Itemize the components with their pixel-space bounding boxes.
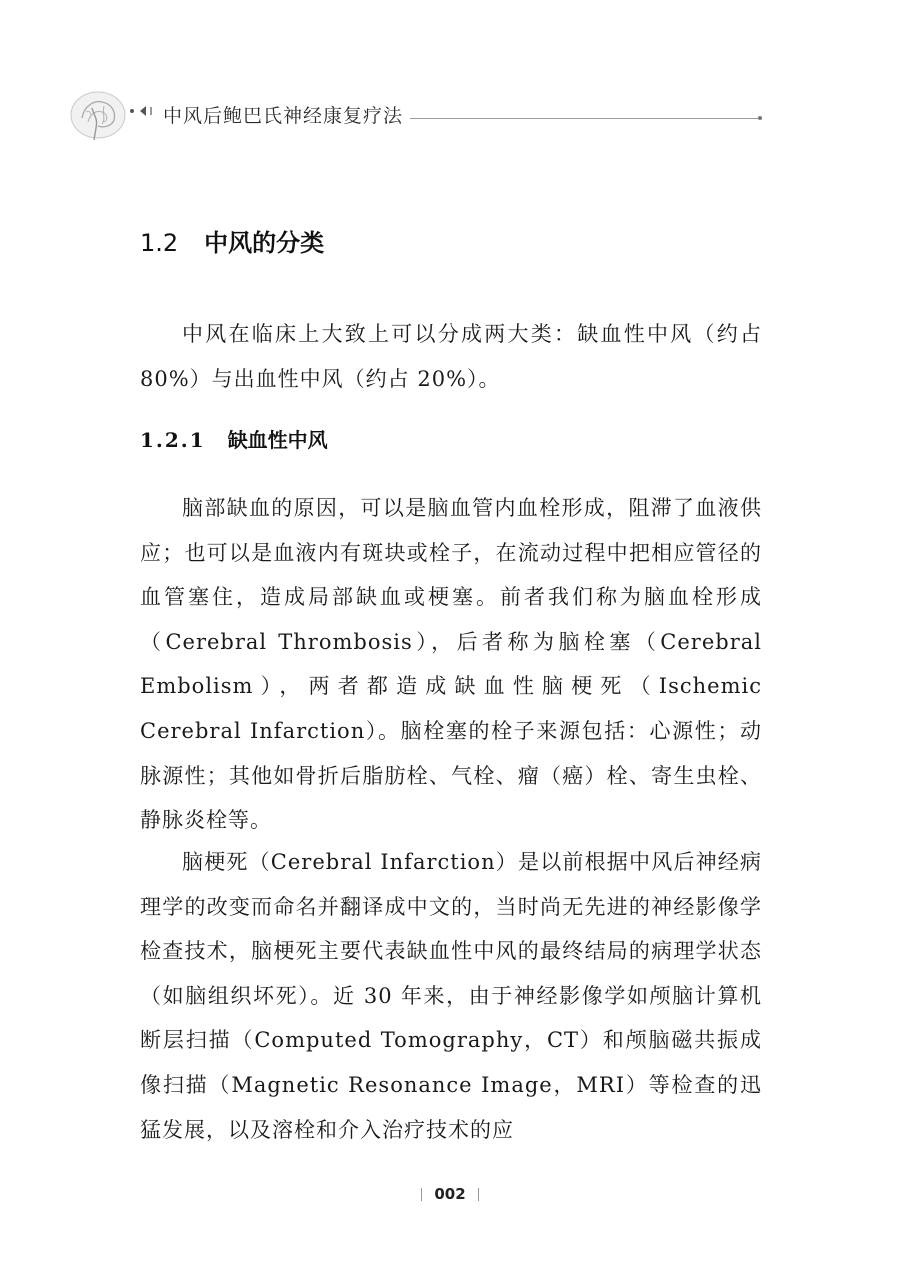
subsection-title: 缺血性中风 [227, 428, 328, 452]
intro-paragraph: 中风在临床上大致上可以分成两大类：缺血性中风（约占 80%）与出血性中风（约占 20%）。 [140, 322, 762, 391]
header-rule [410, 118, 762, 119]
section-number: 1.2 [140, 229, 179, 257]
page-number-left-bar [421, 1188, 422, 1201]
body-paragraph-2: 脑梗死（Cerebral Infarction）是以前根据中风后神经病理学的改变而命名并翻译成中文的，当时尚无先进的神经影像学检查技术，脑梗死主要代表缺血性中风的最终结局的病理学状态（如脑组织坏死）。近 30 年来，由于神经影像学如颅脑计算机断层扫描（Computed Tomography，CT）和颅脑磁共振成像扫描（Magnetic Resonance Image，MRI）等检查的迅猛发展，以及溶栓和介入治疗技术的应 [140, 850, 762, 1142]
header-rule-end-dot [758, 116, 762, 120]
subsection-heading [140, 424, 328, 456]
page-number-right-bar [478, 1188, 479, 1201]
brain-icon [68, 88, 128, 146]
running-title: 中风后鲍巴氏神经康复疗法 [163, 105, 404, 127]
subsection-number: 1.2.1 [140, 428, 206, 452]
header-markers [126, 104, 166, 118]
page-number: 002 [434, 1185, 466, 1203]
page-footer [0, 1184, 900, 1204]
section-title: 中风的分类 [204, 229, 325, 257]
section-heading [140, 226, 324, 260]
body-paragraph-1: 脑部缺血的原因，可以是脑血管内血栓形成，阻滞了血液供应；也可以是血液内有斑块或栓子，在流动过程中把相应管径的血管塞住，造成局部缺血或梗塞。前者我们称为脑血栓形成（Cerebral Thrombosis），后者称为脑栓塞（Cerebral Embolism），两者都造成缺血性脑梗死（Ischemic Cerebral Infarction）。脑栓塞的栓子来源包括：心源性；动脉源性；其他如骨折后脂肪栓、气栓、瘤（癌）栓、寄生虫栓、静脉炎栓等。 [140, 496, 762, 833]
